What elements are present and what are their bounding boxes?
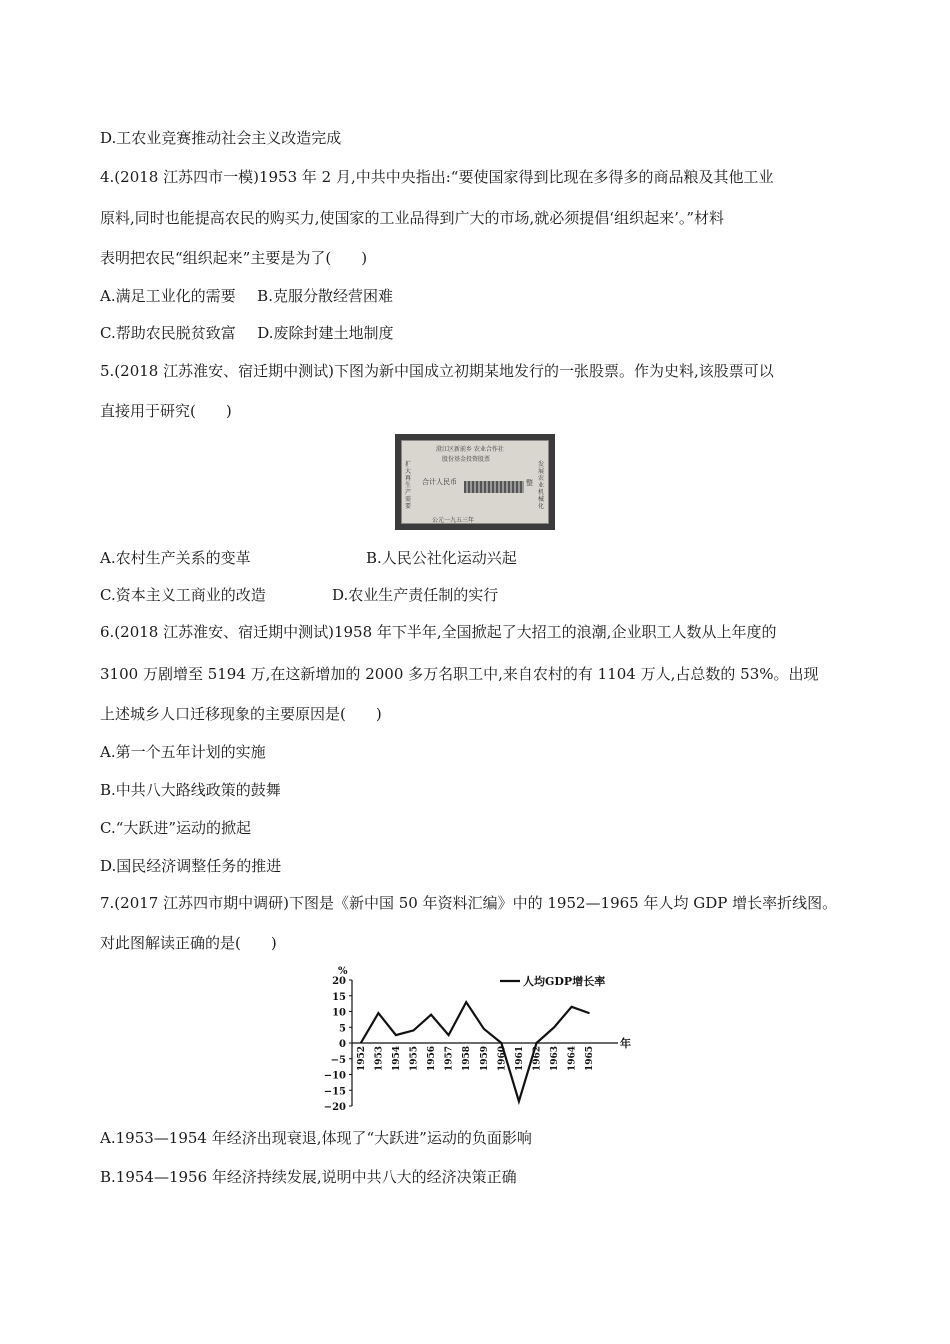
q4-stem-line-1: 4.(2018 江苏四市一模)1953 年 2 月,中共中央指出:“要使国家得到比现在多得多的商品粮及其他工业 [100, 168, 774, 186]
y-tick-label: 10 [332, 1007, 346, 1019]
stock-right-text: 发展农业机械化 [538, 461, 545, 510]
gdp-growth-line-chart [320, 962, 640, 1112]
q5-option-d[interactable]: D.农业生产责任制的实行 [332, 586, 499, 604]
data-point [501, 1042, 502, 1043]
data-point [466, 1001, 467, 1002]
q4-option-a[interactable]: A.满足工业化的需要 [100, 287, 236, 305]
x-tick-label: 1958 [462, 1046, 473, 1072]
data-point [483, 1028, 484, 1029]
data-point [589, 1012, 590, 1013]
x-tick-label: 1962 [532, 1046, 543, 1072]
stock-paper [401, 440, 549, 524]
stock-amount-stamp [464, 481, 524, 493]
x-tick-label: 1953 [374, 1046, 385, 1072]
y-tick-label: −20 [323, 1102, 346, 1112]
stock-certificate-image [395, 434, 555, 530]
q4-option-d[interactable]: D.废除封建土地制度 [257, 324, 394, 342]
y-tick-label: −15 [323, 1086, 346, 1098]
x-tick-label: 1952 [356, 1046, 367, 1072]
q4-options-row-2 [100, 323, 394, 343]
data-point [536, 1042, 537, 1043]
q6-option-d[interactable]: D.国民经济调整任务的推进 [100, 857, 282, 875]
y-tick-label: −5 [330, 1054, 346, 1066]
x-tick-label: 1955 [409, 1046, 420, 1072]
q6-stem-line-2: 3100 万剧增至 5194 万,在这新增加的 2000 多万名职工中,来自农村的有 1104 万人,占总数的 53%。出现 [100, 665, 819, 683]
x-axis-label: 年 [620, 1037, 631, 1050]
q4-stem-line-2: 原料,同时也能提高农民的购买力,使国家的工业品得到广大的市场,就必须提倡‘组织起来’。”材料 [100, 209, 725, 227]
data-point [448, 1035, 449, 1036]
data-point [553, 1027, 554, 1028]
x-tick-label: 1956 [427, 1046, 438, 1072]
q4-options-row-1 [100, 286, 393, 306]
stock-left-text: 扩大再生产需要 [405, 461, 412, 510]
stock-header-1: 澄江区新前乡 农业合作社 [436, 446, 504, 453]
x-tick-label: 1957 [444, 1046, 455, 1072]
legend-label: 人均GDP增长率 [523, 975, 606, 988]
q5-option-a[interactable]: A.农村生产关系的变革 [100, 549, 251, 567]
q5-option-c[interactable]: C.资本主义工商业的改造 [100, 586, 266, 604]
q6-stem-line-1: 6.(2018 江苏淮安、宿迁期中测试)1958 年下半年,全国掀起了大招工的浪潮,企业职工人数从上年度的 [100, 623, 777, 641]
q5-stem-line-2: 直接用于研究( ) [100, 402, 232, 420]
data-point [571, 1006, 572, 1007]
y-tick-label: −10 [323, 1070, 346, 1082]
q4-stem-line-3: 表明把农民“组织起来”主要是为了( ) [100, 249, 368, 267]
q6-option-b[interactable]: B.中共八大路线政策的鼓舞 [100, 781, 281, 799]
x-tick-label: 1961 [514, 1046, 525, 1072]
q6-option-a[interactable]: A.第一个五年计划的实施 [100, 743, 266, 761]
data-point [378, 1012, 379, 1013]
q7-option-b[interactable]: B.1954—1956 年经济持续发展,说明中共八大的经济决策正确 [100, 1168, 517, 1186]
q7-option-a[interactable]: A.1953—1954 年经济出现衰退,体现了“大跃进”运动的负面影响 [100, 1129, 532, 1147]
y-tick-label: 15 [332, 991, 346, 1003]
x-tick-label: 1964 [567, 1046, 578, 1072]
stock-unit: 整 [526, 479, 533, 487]
q4-option-c[interactable]: C.帮助农民脱贫致富 [100, 324, 236, 342]
q5-stem-line-1: 5.(2018 江苏淮安、宿迁期中测试)下图为新中国成立初期某地发行的一张股票。作为史料,该股票可以 [100, 362, 774, 380]
q7-stem-line-2: 对此图解读正确的是( ) [100, 934, 277, 952]
q5-option-b[interactable]: B.人民公社化运动兴起 [366, 549, 517, 567]
y-tick-label: 5 [339, 1023, 346, 1035]
q4-option-b[interactable]: B.克服分散经营困难 [257, 287, 393, 305]
stock-total-label: 合计人民币 [422, 478, 457, 486]
stock-footer: 公元一九五三年 [432, 517, 475, 524]
stock-header-2: 股份基金投资股票 [442, 456, 491, 463]
data-point [395, 1035, 396, 1036]
q6-stem-line-3: 上述城乡人口迁移现象的主要原因是( ) [100, 705, 382, 723]
q6-option-c[interactable]: C.“大跃进”运动的掀起 [100, 819, 252, 837]
data-point [413, 1030, 414, 1031]
y-tick-label: 0 [339, 1039, 346, 1050]
x-tick-label: 1960 [497, 1046, 508, 1072]
q7-stem-line-1: 7.(2017 江苏四市期中调研)下图是《新中国 50 年资料汇编》中的 1952—1965 年人均 GDP 增长率折线图。 [100, 894, 838, 912]
x-tick-label: 1963 [550, 1046, 561, 1072]
x-tick-label: 1959 [479, 1046, 490, 1072]
data-point [518, 1101, 519, 1102]
x-tick-label: 1965 [585, 1046, 596, 1072]
y-tick-label: 20 [332, 976, 346, 987]
data-point [430, 1014, 431, 1015]
x-tick-label: 1954 [391, 1046, 402, 1072]
data-point [360, 1042, 361, 1043]
y-axis-unit: % [338, 966, 348, 977]
q3-option-d: D.工农业竞赛推动社会主义改造完成 [100, 129, 342, 147]
